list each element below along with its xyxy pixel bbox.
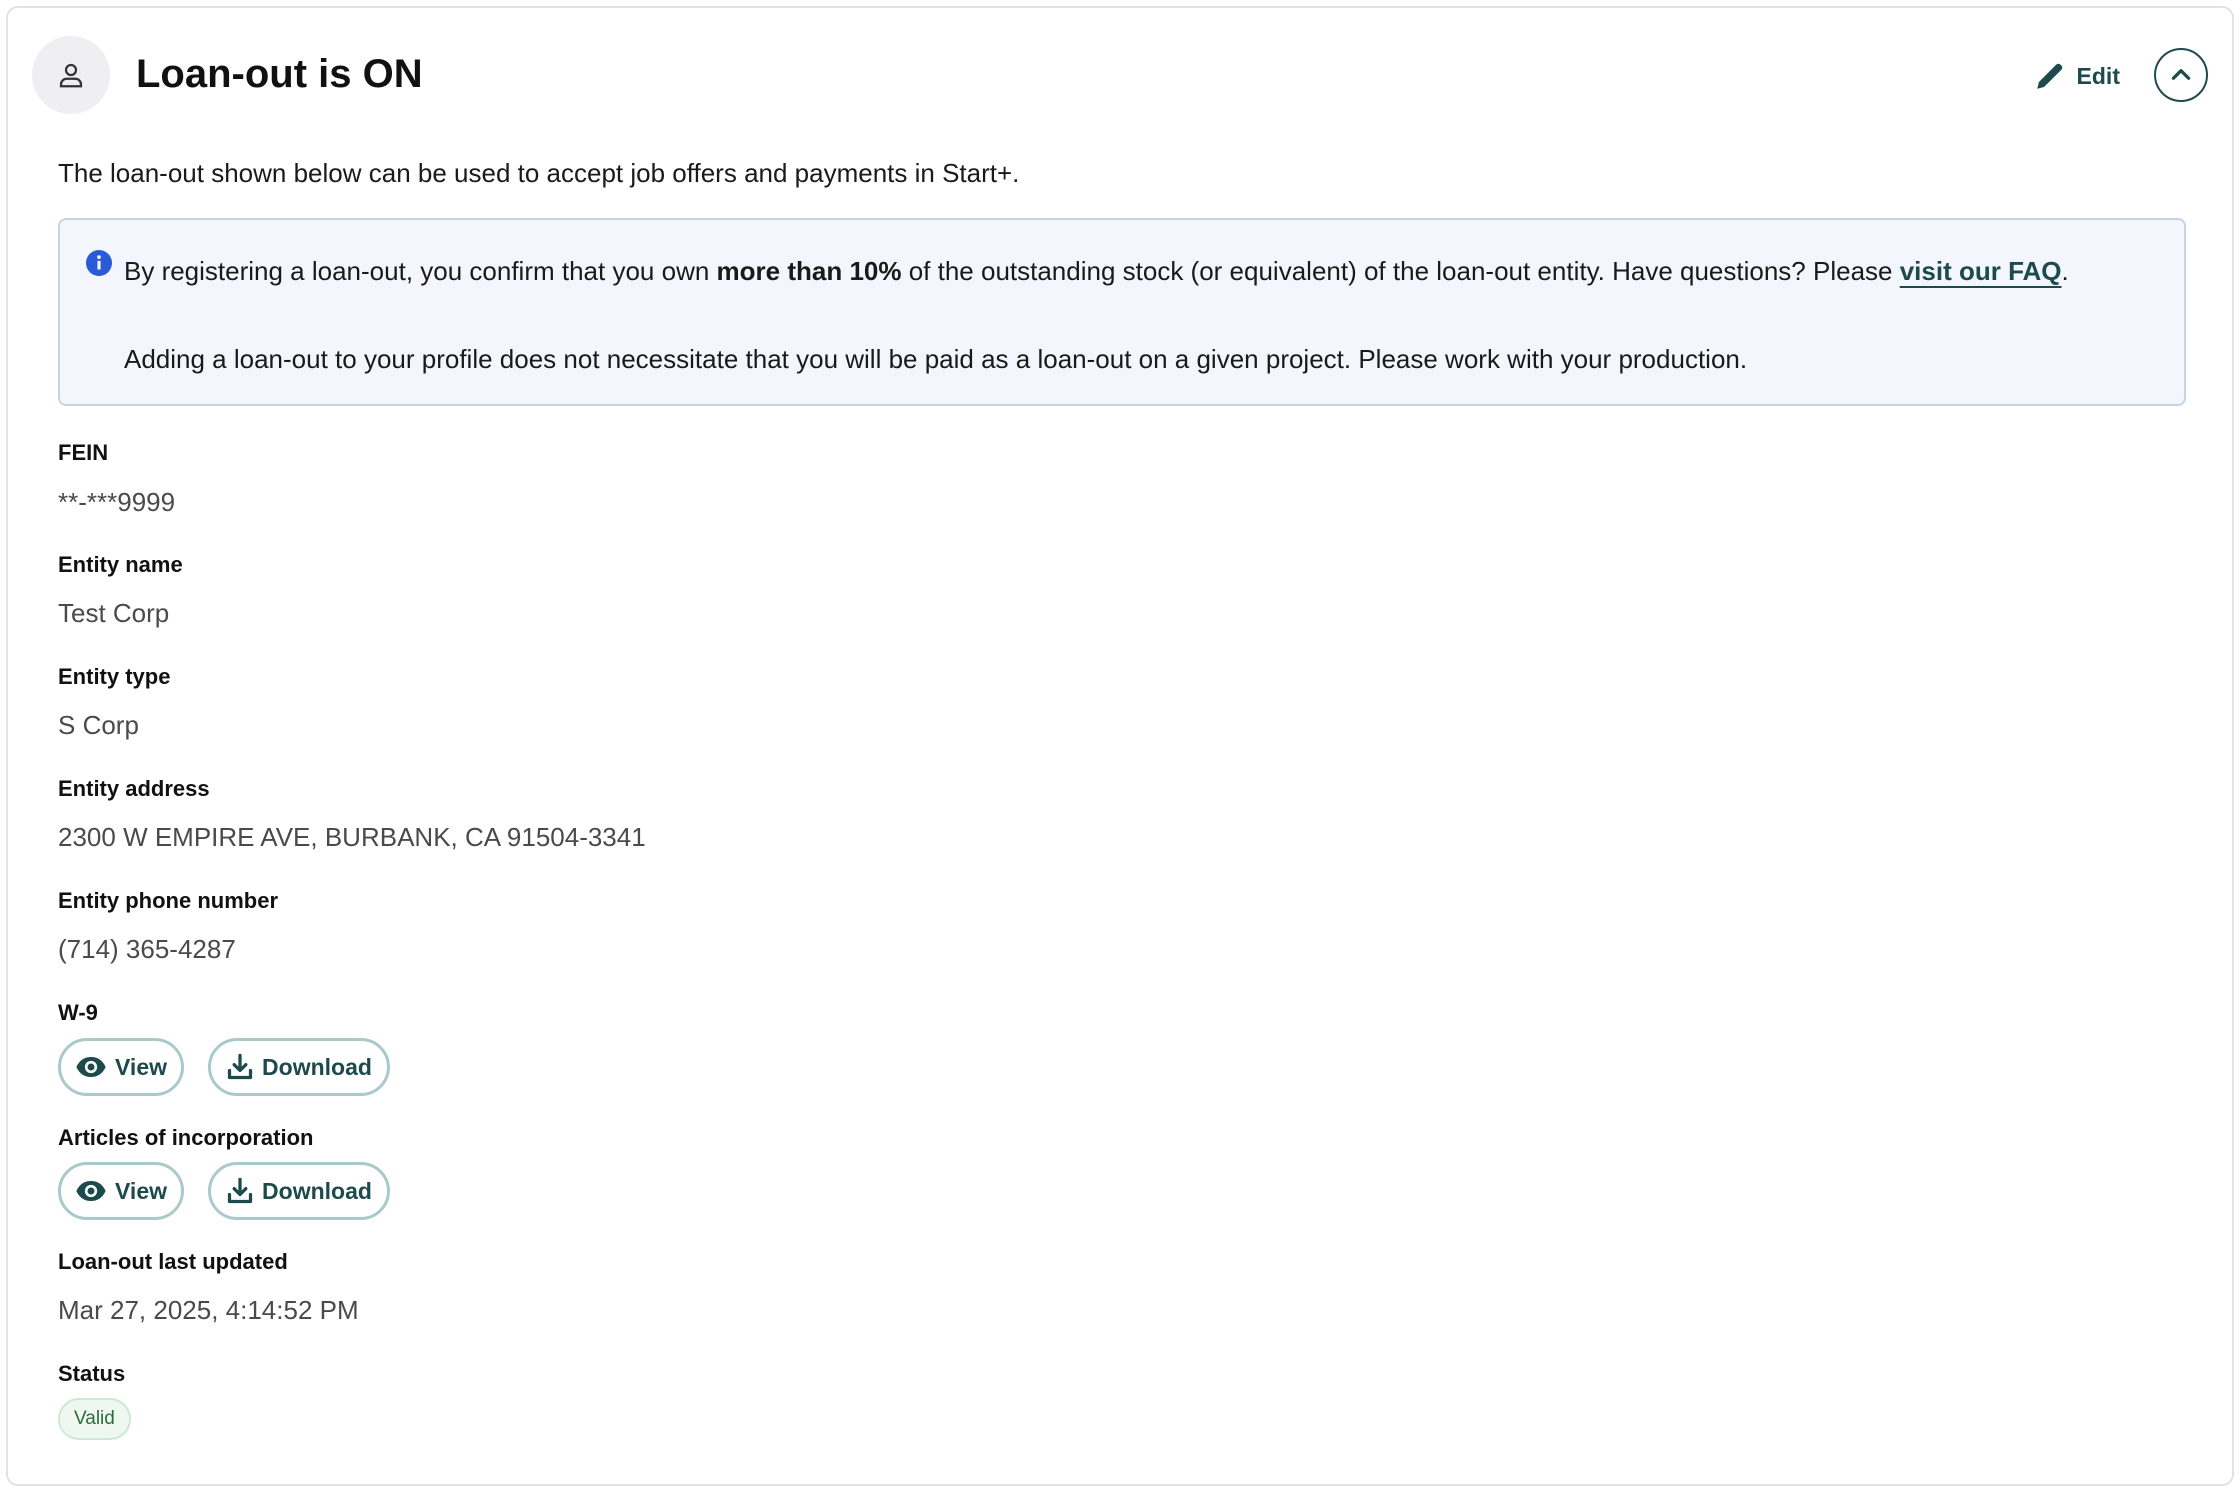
info-text-strong: more than 10% [716, 256, 902, 286]
entity-name-label: Entity name [58, 552, 183, 577]
entity-address-label: Entity address [58, 776, 210, 801]
fein-label: FEIN [58, 440, 109, 465]
edit-button[interactable] [2033, 56, 2120, 96]
entity-phone-value: (714) 365-4287 [58, 934, 236, 964]
fein-value: **-***9999 [58, 487, 176, 517]
entity-name-value: Test Corp [58, 598, 170, 628]
entity-type-value: S Corp [58, 710, 139, 740]
articles-download-button[interactable] [208, 1162, 390, 1220]
loan-out-card [6, 6, 2234, 1486]
entity-phone-label: Entity phone number [58, 888, 278, 913]
w9-label: W-9 [58, 1000, 98, 1025]
last-updated-value: Mar 27, 2025, 4:14:52 PM [58, 1295, 359, 1325]
info-line-ownership [124, 256, 2069, 287]
info-line-payment: Adding a loan-out to your profile does not necessitate that you will be paid as a loan-out on a given project. Please work with your production. [124, 344, 1748, 374]
card-header [32, 32, 2208, 120]
w9-download-label: Download [262, 1053, 372, 1080]
download-icon [226, 1177, 254, 1205]
status-badge: Valid [58, 1398, 131, 1440]
entity-address-value: 2300 W EMPIRE AVE, BURBANK, CA 91504-3341 [58, 822, 646, 852]
info-icon [86, 250, 112, 276]
info-text-end: . [2061, 256, 2069, 286]
info-notice [58, 218, 2186, 406]
chevron-up-icon [2168, 62, 2194, 88]
last-updated-label: Loan-out last updated [58, 1249, 288, 1274]
articles-view-label: View [115, 1177, 167, 1204]
articles-label: Articles of incorporation [58, 1125, 314, 1150]
page-title: Loan-out is ON [136, 52, 423, 96]
collapse-button[interactable] [2154, 48, 2208, 102]
pencil-icon [2033, 59, 2067, 93]
articles-view-button[interactable] [58, 1162, 184, 1220]
avatar [32, 36, 110, 114]
info-text-1: By registering a loan-out, you confirm that you own [124, 256, 717, 286]
intro-text: The loan-out shown below can be used to accept job offers and payments in Start+. [58, 158, 1020, 188]
eye-icon [75, 1051, 107, 1083]
eye-icon [75, 1175, 107, 1207]
w9-view-label: View [115, 1053, 167, 1080]
w9-download-button[interactable] [208, 1038, 390, 1096]
user-icon [56, 60, 86, 90]
edit-label: Edit [2076, 62, 2120, 89]
entity-type-label: Entity type [58, 664, 171, 689]
status-label: Status [58, 1361, 126, 1386]
w9-view-button[interactable] [58, 1038, 184, 1096]
faq-link[interactable]: visit our FAQ [1899, 256, 2062, 286]
info-text-2: of the outstanding stock (or equivalent) of the loan-out entity. Have questions? Please [901, 256, 1900, 286]
download-icon [226, 1053, 254, 1081]
articles-download-label: Download [262, 1177, 372, 1204]
